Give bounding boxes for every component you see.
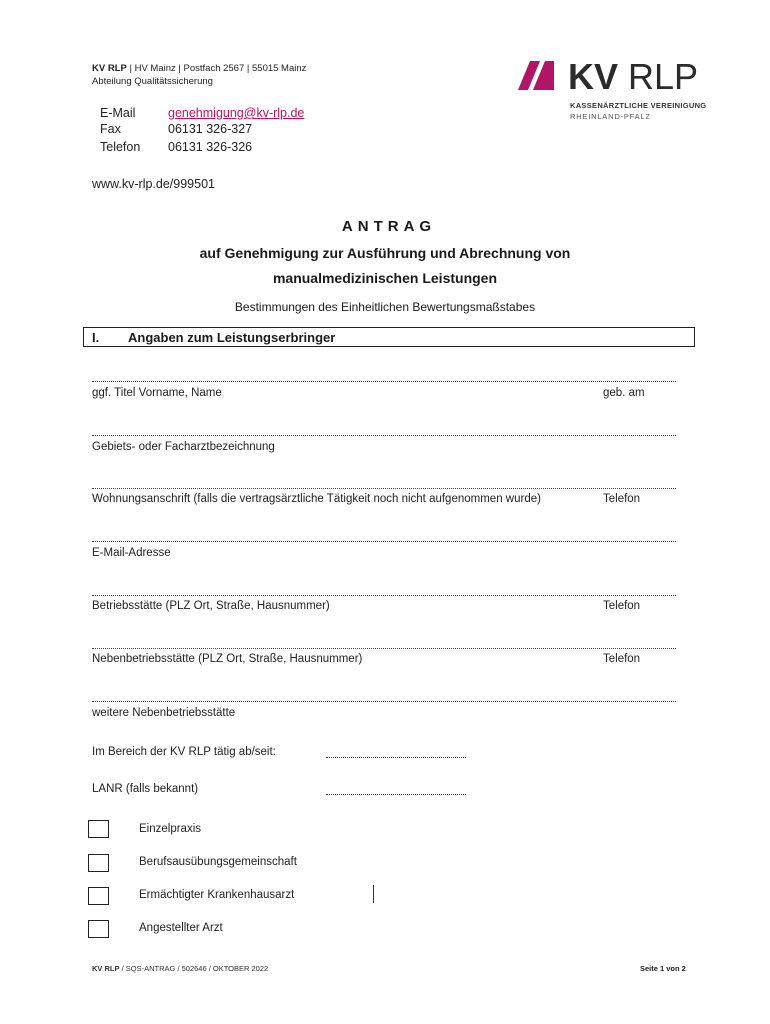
phone-label: Telefon <box>100 140 141 154</box>
birthdate-label: geb. am <box>603 387 645 399</box>
name-label: ggf. Titel Vorname, Name <box>92 387 222 399</box>
lanr-label: LANR (falls bekannt) <box>92 783 199 795</box>
email-address-label: E-Mail-Adresse <box>92 547 171 559</box>
checkbox-krankenhausarzt[interactable] <box>88 887 109 905</box>
active-since-input-line[interactable] <box>326 757 466 758</box>
further-site-input-line[interactable] <box>92 701 676 702</box>
document-subtitle: Bestimmungen des Einheitlichen Bewertungsmaßstabes <box>234 300 536 314</box>
secondary-site-label: Nebenbetriebsstätte (PLZ Ort, Straße, Hausnummer) <box>92 653 363 665</box>
logo-wordmark-rlp: RLP <box>628 58 699 97</box>
checkbox-label-einzelpraxis: Einzelpraxis <box>139 823 201 835</box>
sender-org: KV RLP <box>92 63 127 74</box>
email-label: E-Mail <box>100 106 136 120</box>
footer-org: KV RLP <box>92 964 120 973</box>
checkbox-berufsausuebungsgemeinschaft[interactable] <box>88 854 109 872</box>
section-number: I. <box>92 330 100 345</box>
fax-label: Fax <box>100 122 121 136</box>
checkbox-label-angestellter-arzt: Angestellter Arzt <box>139 922 223 934</box>
name-input-line[interactable] <box>92 381 676 382</box>
checkbox-einzelpraxis[interactable] <box>88 820 109 838</box>
footer-reference <box>92 964 268 973</box>
sender-address: | HV Mainz | Postfach 2567 | 55015 Mainz <box>126 63 307 74</box>
footer-doc-ref: / SQS-ANTRAG / 502646 / OKTOBER 2022 <box>119 964 269 973</box>
specialty-label: Gebiets- oder Facharztbezeichnung <box>92 441 275 453</box>
home-address-label: Wohnungsanschrift (falls die vertragsärztliche Tätigkeit noch nicht aufgenommen wurde) <box>92 493 541 505</box>
section-title: Angaben zum Leistungserbringer <box>128 330 336 345</box>
practice-site-input-line[interactable] <box>92 595 676 596</box>
page-number: Seite 1 von 2 <box>640 964 686 973</box>
home-phone-label: Telefon <box>603 493 641 505</box>
active-since-label: Im Bereich der KV RLP tätig ab/seit: <box>92 746 276 758</box>
checkbox-label-berufsausuebungsgemeinschaft: Berufsausübungsgemeinschaft <box>139 856 297 868</box>
practice-phone-label: Telefon <box>603 600 641 612</box>
checkbox-label-krankenhausarzt: Ermächtigter Krankenhausarzt <box>139 889 295 901</box>
email-link[interactable]: genehmigung@kv-rlp.de <box>168 106 305 120</box>
document-title: ANTRAG <box>341 218 437 235</box>
text-cursor-mark <box>373 885 374 903</box>
department: Abteilung Qualitätssicherung <box>92 76 213 87</box>
sender-block <box>92 62 306 88</box>
logo-wordmark-kv: KV <box>568 58 619 97</box>
further-site-label: weitere Nebenbetriebsstätte <box>92 707 236 719</box>
practice-site-label: Betriebsstätte (PLZ Ort, Straße, Hausnummer) <box>92 600 330 612</box>
specialty-input-line[interactable] <box>92 435 676 436</box>
fax-value: 06131 326-327 <box>168 122 253 136</box>
secondary-phone-label: Telefon <box>603 653 641 665</box>
secondary-site-input-line[interactable] <box>92 648 676 649</box>
email-input-line[interactable] <box>92 541 676 542</box>
title-line-2: auf Genehmigung zur Ausführung und Abrechnung von <box>199 245 571 261</box>
lanr-input-line[interactable] <box>326 794 466 795</box>
home-address-input-line[interactable] <box>92 488 676 489</box>
phone-value: 06131 326-326 <box>168 140 253 154</box>
title-line-3: manualmedizinischen Leistungen <box>272 270 498 286</box>
checkbox-angestellter-arzt[interactable] <box>88 920 109 938</box>
logo-line-2: RHEINLAND-PFALZ <box>570 112 651 121</box>
logo-line-1: KASSENÄRZTLICHE VEREINIGUNG <box>570 101 707 110</box>
website-link[interactable]: www.kv-rlp.de/999501 <box>92 177 215 191</box>
